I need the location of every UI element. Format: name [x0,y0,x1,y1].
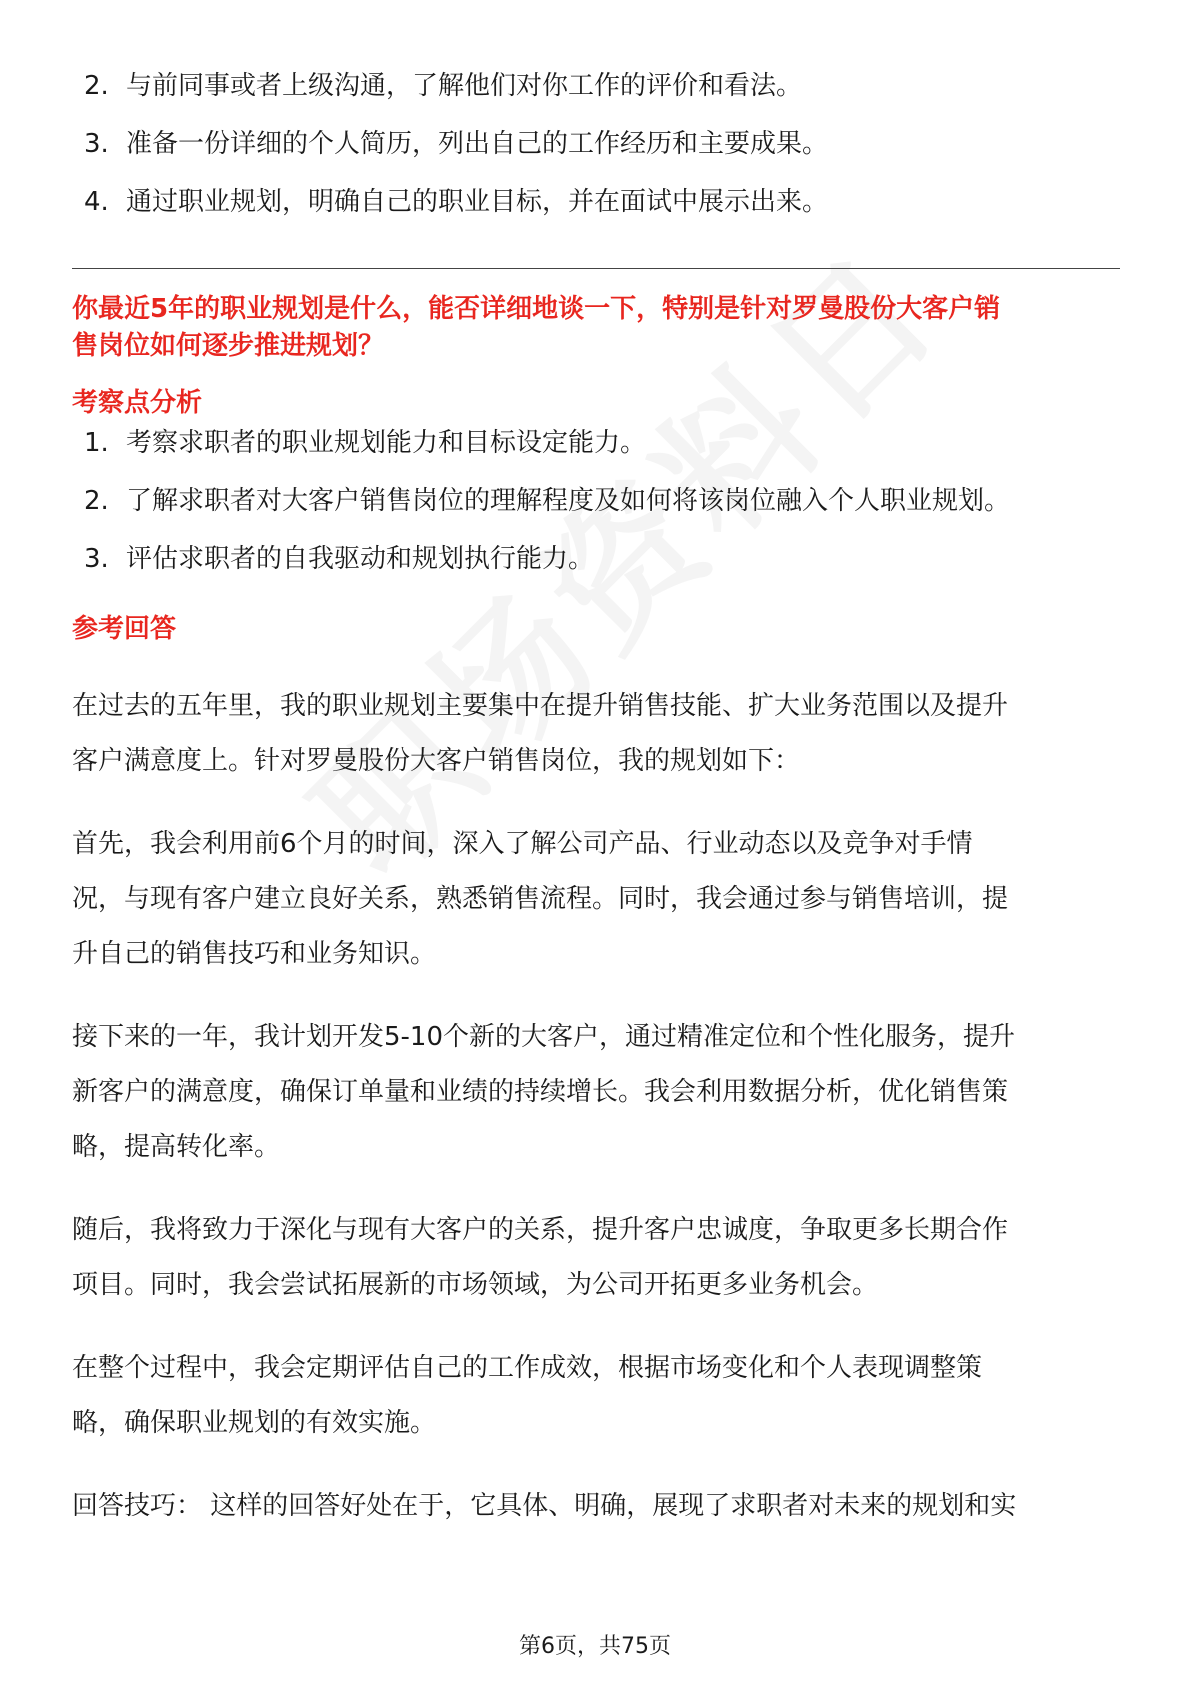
list-item-number: 1. [84,428,109,458]
answer-paragraph [72,1203,1120,1313]
paragraph-line: 回答技巧： 这样的回答好处在于，它具体、明确，展现了求职者对未来的规划和实 [72,1491,1017,1521]
paragraph-line: 接下来的一年，我计划开发5-10个新的大客户，通过精准定位和个性化服务，提升 [72,1022,1016,1052]
list-item-number: 3. [84,129,109,159]
list-item-number: 4. [84,187,109,217]
paragraph-line: 项目。同时，我会尝试拓展新的市场领域，为公司开拓更多业务机会。 [72,1270,879,1300]
question-line: 售岗位如何逐步推进规划？ [72,331,385,361]
page-number: 第6页，共75页 [519,1634,671,1659]
paragraph-line: 新客户的满意度，确保订单量和业绩的持续增长。我会利用数据分析，优化销售策 [72,1077,1009,1107]
interview-question [72,291,1120,365]
answer-paragraph [72,817,1120,982]
paragraph-line: 升自己的销售技巧和业务知识。 [72,939,437,969]
answer-paragraph [72,1010,1120,1175]
answer-title: 参考回答 [72,614,177,644]
answer-paragraph [72,679,1120,789]
list-item-number: 2. [84,71,109,101]
answer-tips-paragraph [72,1479,1120,1534]
paragraph-line: 在整个过程中，我会定期评估自己的工作成效，根据市场变化和个人表现调整策 [72,1353,983,1383]
paragraph-line: 首先，我会利用前6个月的时间，深入了解公司产品、行业动态以及竞争对手情 [72,829,973,859]
list-item-text: 了解求职者对大客户销售岗位的理解程度及如何将该岗位融入个人职业规划。 [126,486,1011,516]
list-item [72,182,1120,222]
section-divider [72,268,1120,269]
analysis-title: 考察点分析 [72,388,203,418]
list-item-text: 准备一份详细的个人简历，列出自己的工作经历和主要成果。 [126,129,829,159]
paragraph-line: 况，与现有客户建立良好关系，熟悉销售流程。同时，我会通过参与销售培训，提 [72,884,1009,914]
answer-paragraph [72,1341,1120,1451]
paragraph-line: 略，提高转化率。 [72,1132,281,1162]
list-item [72,423,1120,463]
list-item-number: 2. [84,486,109,516]
question-line: 你最近5年的职业规划是什么，能否详细地谈一下，特别是针对罗曼股份大客户销 [72,294,1001,324]
paragraph-line: 随后，我将致力于深化与现有大客户的关系，提升客户忠诚度，争取更多长期合作 [72,1215,1009,1245]
list-item [72,124,1120,164]
list-item-number: 3. [84,544,109,574]
list-item [72,481,1120,521]
list-item [72,539,1120,579]
list-item-text: 考察求职者的职业规划能力和目标设定能力。 [126,428,647,458]
list-item [72,66,1120,106]
list-item-text: 与前同事或者上级沟通，了解他们对你工作的评价和看法。 [126,71,803,101]
previous-answer-list [72,66,1120,222]
list-item-text: 通过职业规划，明确自己的职业目标，并在面试中展示出来。 [126,187,829,217]
paragraph-line: 客户满意度上。针对罗曼股份大客户销售岗位，我的规划如下： [72,746,801,776]
analysis-list [72,423,1120,579]
paragraph-line: 在过去的五年里，我的职业规划主要集中在提升销售技能、扩大业务范围以及提升 [72,691,1009,721]
page-content [72,66,1120,1534]
list-item-text: 评估求职者的自我驱动和规划执行能力。 [126,544,595,574]
paragraph-line: 略，确保职业规划的有效实施。 [72,1408,437,1438]
